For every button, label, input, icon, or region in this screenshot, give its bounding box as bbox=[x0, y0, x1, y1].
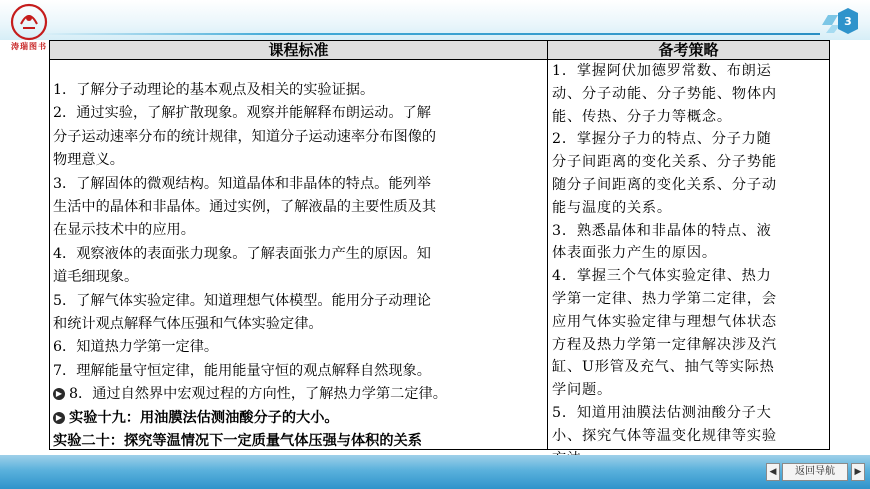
strategy-line: 学第一定律、热力学第二定律，会 bbox=[552, 290, 777, 307]
standards-strategy-table bbox=[49, 40, 830, 450]
standard-line: 在显示技术中的应用。 bbox=[53, 222, 195, 239]
experiment-text: 实验十九：用油膜法估测油酸分子的大小。 bbox=[69, 409, 339, 426]
page-number: 3 bbox=[844, 15, 852, 28]
standard-line: 分子运动速率分布的统计规律，知道分子运动速率分布图像的 bbox=[53, 128, 437, 145]
strategy-line: 应用气体实验定律与理想气体状态 bbox=[552, 313, 777, 330]
strategy-line: 能、传热、分子力等概念。 bbox=[552, 108, 732, 125]
strategy-line: 1．掌握阿伏加德罗常数、布朗运 bbox=[552, 63, 772, 79]
exam-strategy-cell bbox=[552, 60, 828, 470]
strategy-line: 方程及热力学第一定律解决涉及汽 bbox=[552, 336, 777, 353]
publisher-logo-icon bbox=[9, 2, 49, 42]
standard-line: 6．知道热力学第一定律。 bbox=[53, 339, 219, 356]
strategy-line: 学问题。 bbox=[552, 382, 612, 399]
strategy-line: 缸、U形管及充气、抽气等实际热 bbox=[552, 359, 775, 376]
top-divider-line bbox=[40, 33, 820, 35]
strategy-line: 随分子间距离的变化关系、分子动 bbox=[552, 176, 777, 193]
standard-line: 道毛细现象。 bbox=[53, 269, 139, 286]
strategy-line: 体表面张力产生的原因。 bbox=[552, 245, 717, 262]
strategy-line: 动、分子动能、分子势能、物体内 bbox=[552, 85, 777, 102]
standard-line: 4．观察液体的表面张力现象。了解表面张力产生的原因。知 bbox=[53, 245, 431, 262]
logo-caption: 涛瑞图书 bbox=[11, 42, 47, 51]
standard-line: 5．了解气体实验定律。知道理想气体模型。能用分子动理论 bbox=[53, 292, 431, 309]
standard-line: 和统计观点解释气体压强和气体实验定律。 bbox=[53, 316, 323, 333]
header-course-standards: 课程标准 bbox=[268, 41, 329, 59]
table-header-row bbox=[50, 41, 829, 60]
standard-line: 3．了解固体的微观结构。知道晶体和非晶体的特点。能列举 bbox=[53, 175, 431, 192]
standard-line: 物理意义。 bbox=[53, 152, 124, 169]
standard-line: 7．理解能量守恒定律，能用能量守恒的观点解释自然现象。 bbox=[53, 362, 431, 379]
header-exam-strategy: 备考策略 bbox=[658, 41, 719, 59]
experiment-line bbox=[53, 407, 545, 430]
strategy-line: 能与温度的关系。 bbox=[552, 199, 672, 216]
back-to-navigation-button[interactable]: 返回导航 bbox=[782, 463, 848, 481]
standard-line: 2．通过实验，了解扩散现象。观察并能解释布朗运动。了解 bbox=[53, 105, 431, 122]
strategy-line: 2．掌握分子力的特点、分子力随 bbox=[552, 131, 772, 148]
strategy-line: 分子间距离的变化关系、分子势能 bbox=[552, 154, 777, 171]
play-bullet-icon: ▶ bbox=[53, 388, 65, 400]
next-page-button[interactable]: ▶ bbox=[851, 463, 865, 481]
column-divider bbox=[547, 41, 548, 449]
standard-line-text: 8．通过自然界中宏观过程的方向性，了解热力学第二定律。 bbox=[69, 386, 447, 403]
standard-line: 生活中的晶体和非晶体。通过实例，了解液晶的主要性质及其 bbox=[53, 199, 437, 216]
experiment-line: 实验二十：探究等温情况下一定质量气体压强与体积的关系 bbox=[53, 433, 422, 450]
strategy-line: 小、探究气体等温变化规律等实验 bbox=[552, 427, 777, 444]
strategy-line: 5．知道用油膜法估测油酸分子大 bbox=[552, 404, 772, 421]
bottom-nav-bar bbox=[0, 455, 870, 489]
standard-line bbox=[53, 383, 545, 406]
strategy-line: 3．熟悉晶体和非晶体的特点、液 bbox=[552, 222, 772, 239]
course-standards-cell bbox=[53, 79, 545, 454]
standard-line: 1．了解分子动理论的基本观点及相关的实验证据。 bbox=[53, 82, 375, 98]
prev-page-button[interactable]: ◀ bbox=[766, 463, 780, 481]
strategy-line: 4．掌握三个气体实验定律、热力 bbox=[552, 268, 772, 285]
play-bullet-icon: ▶ bbox=[53, 412, 65, 424]
